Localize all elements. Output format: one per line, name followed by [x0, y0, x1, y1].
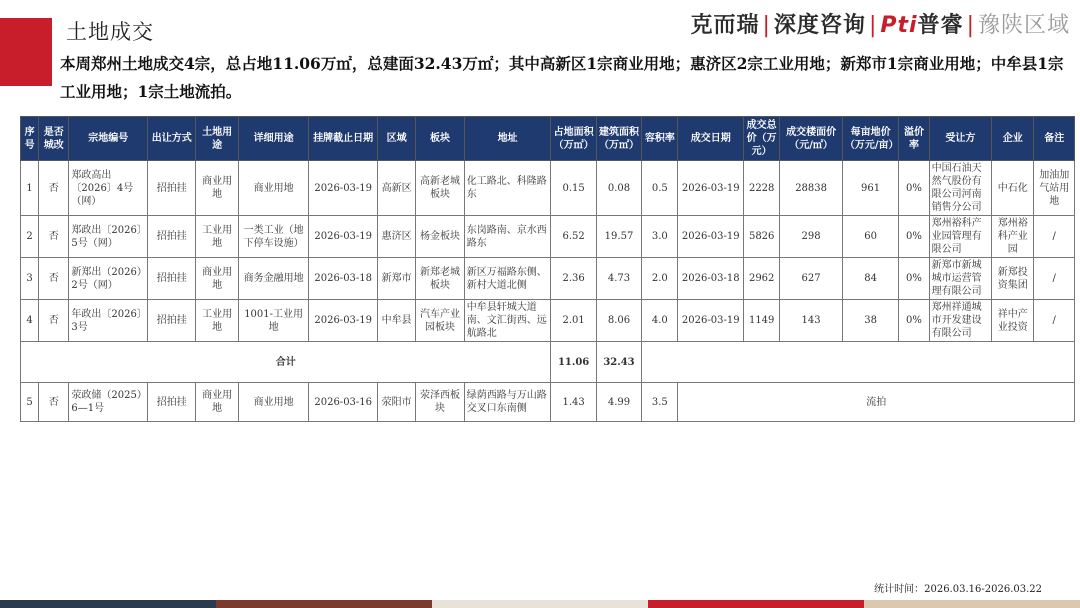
accent-block — [0, 18, 52, 86]
column-header: 备注 — [1034, 117, 1075, 161]
column-header: 占地面积（万㎡） — [551, 117, 596, 161]
brand-consult: 深度咨询 — [773, 13, 866, 38]
table-cell: 2 — [21, 216, 39, 258]
table-cell: 否 — [39, 300, 69, 342]
table-cell: 招拍挂 — [148, 300, 196, 342]
table-cell: 郑州裕科产业园 — [992, 216, 1034, 258]
table-cell: 84 — [842, 258, 898, 300]
table-cell: 否 — [39, 216, 69, 258]
table-cell: 加油加气站用地 — [1034, 161, 1075, 216]
brand-cric: 克而瑞 — [690, 13, 760, 38]
column-header: 详细用途 — [238, 117, 309, 161]
total-empty — [642, 342, 1075, 383]
table-cell: 2026-03-19 — [309, 216, 378, 258]
table-cell: 新郑出（2026）2号（网） — [69, 258, 148, 300]
table-cell: 2026-03-19 — [309, 161, 378, 216]
table-cell: 143 — [780, 300, 843, 342]
column-header: 溢价率 — [899, 117, 929, 161]
table-cell: 郑州祥通城市开发建设有限公司 — [929, 300, 992, 342]
table-cell: 年政出〔2026〕3号 — [69, 300, 148, 342]
table-cell: 8.06 — [596, 300, 641, 342]
column-header: 地址 — [464, 117, 551, 161]
table-cell: 3 — [21, 258, 39, 300]
table-cell: 2026-03-16 — [309, 383, 378, 422]
table-cell: 6.52 — [551, 216, 596, 258]
column-header: 容积率 — [642, 117, 678, 161]
bar-segment — [648, 600, 864, 608]
table-cell: 东岗路南、京水西路东 — [464, 216, 551, 258]
total-label: 合计 — [21, 342, 551, 383]
table-cell: 2026-03-19 — [678, 300, 744, 342]
table-cell: 惠济区 — [377, 216, 415, 258]
table-cell: 0.5 — [642, 161, 678, 216]
table-cell: 19.57 — [596, 216, 641, 258]
column-header: 成交日期 — [678, 117, 744, 161]
page-title: 土地成交 — [66, 20, 154, 44]
table-cell: 0% — [899, 216, 929, 258]
column-header: 建筑面积（万㎡） — [596, 117, 641, 161]
table-cell: 高新区 — [377, 161, 415, 216]
table-cell: 0% — [899, 300, 929, 342]
total-row — [21, 342, 1075, 383]
failed-auction-note: 流拍 — [678, 383, 1075, 422]
table-cell: 1149 — [744, 300, 780, 342]
table-cell: 2026-03-19 — [309, 300, 378, 342]
table-cell: 一类工业（地下停车设施） — [238, 216, 309, 258]
table-cell: 高新老城板块 — [416, 161, 464, 216]
table-cell: 中国石油天然气股份有限公司河南销售分公司 — [929, 161, 992, 216]
table-cell: 工业用地 — [196, 300, 238, 342]
table-cell: 荥阳市 — [377, 383, 415, 422]
column-header: 挂牌截止日期 — [309, 117, 378, 161]
table-row — [21, 300, 1075, 342]
table-cell: 中石化 — [992, 161, 1034, 216]
table-cell: 0% — [899, 161, 929, 216]
bar-segment — [864, 600, 1080, 608]
table-cell: 中牟县轩城大道南、文汇街西、远航路北 — [464, 300, 551, 342]
table-cell: 2026-03-18 — [678, 258, 744, 300]
land-deals-table — [20, 116, 1075, 422]
table-cell: 627 — [780, 258, 843, 300]
table-cell: 0.15 — [551, 161, 596, 216]
table-cell: 杨金板块 — [416, 216, 464, 258]
table-cell: 4.0 — [642, 300, 678, 342]
table-cell: 2026-03-18 — [309, 258, 378, 300]
table-cell: 新郑市新城城市运营管理有限公司 — [929, 258, 992, 300]
table-row — [21, 258, 1075, 300]
table-cell: 1001-工业用地 — [238, 300, 309, 342]
table-cell: / — [1034, 300, 1075, 342]
brand-logo: 克而瑞 | 深度咨询 | Pti普睿 | 豫陕区域 — [690, 13, 1070, 38]
column-header: 成交总价（万元） — [744, 117, 780, 161]
table-cell: 0% — [899, 258, 929, 300]
column-header: 每亩地价（万元/亩） — [842, 117, 898, 161]
table-cell: 汽车产业园板块 — [416, 300, 464, 342]
bar-segment — [0, 600, 216, 608]
bottom-color-bar — [0, 600, 1080, 608]
column-header: 序号 — [21, 117, 39, 161]
table-cell: 2962 — [744, 258, 780, 300]
table-cell: 招拍挂 — [148, 161, 196, 216]
brand-pti-ti: ti — [897, 13, 918, 38]
table-cell: 3.0 — [642, 216, 678, 258]
table-cell: 新区万福路东侧、新村大道北侧 — [464, 258, 551, 300]
table-cell: 961 — [842, 161, 898, 216]
column-header: 企业 — [992, 117, 1034, 161]
table-cell: 商业用地 — [196, 258, 238, 300]
table-cell: 298 — [780, 216, 843, 258]
table-cell: 商业用地 — [238, 383, 309, 422]
table-cell: 绿荫西路与万山路交叉口东南侧 — [464, 383, 551, 422]
table-cell: 祥中产业投资 — [992, 300, 1034, 342]
brand-region: 豫陕区域 — [977, 13, 1070, 38]
brand-purui: 普睿 — [917, 13, 964, 38]
column-header: 板块 — [416, 117, 464, 161]
table-cell: 工业用地 — [196, 216, 238, 258]
table-cell: 新郑市 — [377, 258, 415, 300]
table-row — [21, 161, 1075, 216]
stat-period: 统计时间：2026.03.16-2026.03.22 — [874, 584, 1042, 595]
table-cell: 2.01 — [551, 300, 596, 342]
table-cell: 1 — [21, 161, 39, 216]
table-cell: 否 — [39, 258, 69, 300]
table-cell: 商业用地 — [238, 161, 309, 216]
total-building-area: 32.43 — [596, 342, 641, 383]
total-land-area: 11.06 — [551, 342, 596, 383]
table-cell: 0.08 — [596, 161, 641, 216]
table-cell: / — [1034, 258, 1075, 300]
table-cell: 化工路北、科隆路东 — [464, 161, 551, 216]
table-cell: 2.0 — [642, 258, 678, 300]
table-cell: 否 — [39, 383, 69, 422]
table-cell: 郑政高出〔2026〕4号（网） — [69, 161, 148, 216]
table-cell: 商业用地 — [196, 161, 238, 216]
table-cell: 招拍挂 — [148, 383, 196, 422]
table-cell: 4.99 — [596, 383, 641, 422]
bar-segment — [216, 600, 432, 608]
table-cell: 招拍挂 — [148, 216, 196, 258]
table-row — [21, 383, 1075, 422]
table-cell: 3.5 — [642, 383, 678, 422]
table-cell: 郑州裕科产业园管理有限公司 — [929, 216, 992, 258]
table-cell: 4.73 — [596, 258, 641, 300]
brand-pti-p: P — [880, 13, 898, 38]
column-header: 出让方式 — [148, 117, 196, 161]
table-cell: 荥泽西板块 — [416, 383, 464, 422]
table-cell: 28838 — [780, 161, 843, 216]
table-cell: 中牟县 — [377, 300, 415, 342]
column-header: 区域 — [377, 117, 415, 161]
table-cell: 38 — [842, 300, 898, 342]
table-cell: 商业用地 — [196, 383, 238, 422]
table-cell: 2.36 — [551, 258, 596, 300]
summary-text: 本周郑州土地成交4宗，总占地11.06万㎡，总建面32.43万㎡；其中高新区1宗商业用地；惠济区2宗工业用地；新郑市1宗商业用地；中牟县1宗工业用地；1宗土地流拍。 — [60, 54, 1064, 101]
table-header-row — [21, 117, 1075, 161]
table-cell: 5 — [21, 383, 39, 422]
table-cell: 荥政储（2025）6—1号 — [69, 383, 148, 422]
table-cell: 2228 — [744, 161, 780, 216]
column-header: 宗地编号 — [69, 117, 148, 161]
table-cell: 郑政出〔2026〕5号（网） — [69, 216, 148, 258]
table-cell: 4 — [21, 300, 39, 342]
table-cell: 2026-03-19 — [678, 161, 744, 216]
column-header: 是否城改 — [39, 117, 69, 161]
table-cell: 60 — [842, 216, 898, 258]
column-header: 受让方 — [929, 117, 992, 161]
bar-segment — [432, 600, 648, 608]
table-cell: 1.43 — [551, 383, 596, 422]
table-cell: 新郑老城板块 — [416, 258, 464, 300]
table-cell: 5826 — [744, 216, 780, 258]
table-cell: 2026-03-19 — [678, 216, 744, 258]
table-cell: / — [1034, 216, 1075, 258]
table-cell: 否 — [39, 161, 69, 216]
table-cell: 招拍挂 — [148, 258, 196, 300]
table-row — [21, 216, 1075, 258]
table-cell: 新郑投资集团 — [992, 258, 1034, 300]
table-cell: 商务金融用地 — [238, 258, 309, 300]
column-header: 土地用途 — [196, 117, 238, 161]
column-header: 成交楼面价（元/㎡） — [780, 117, 843, 161]
